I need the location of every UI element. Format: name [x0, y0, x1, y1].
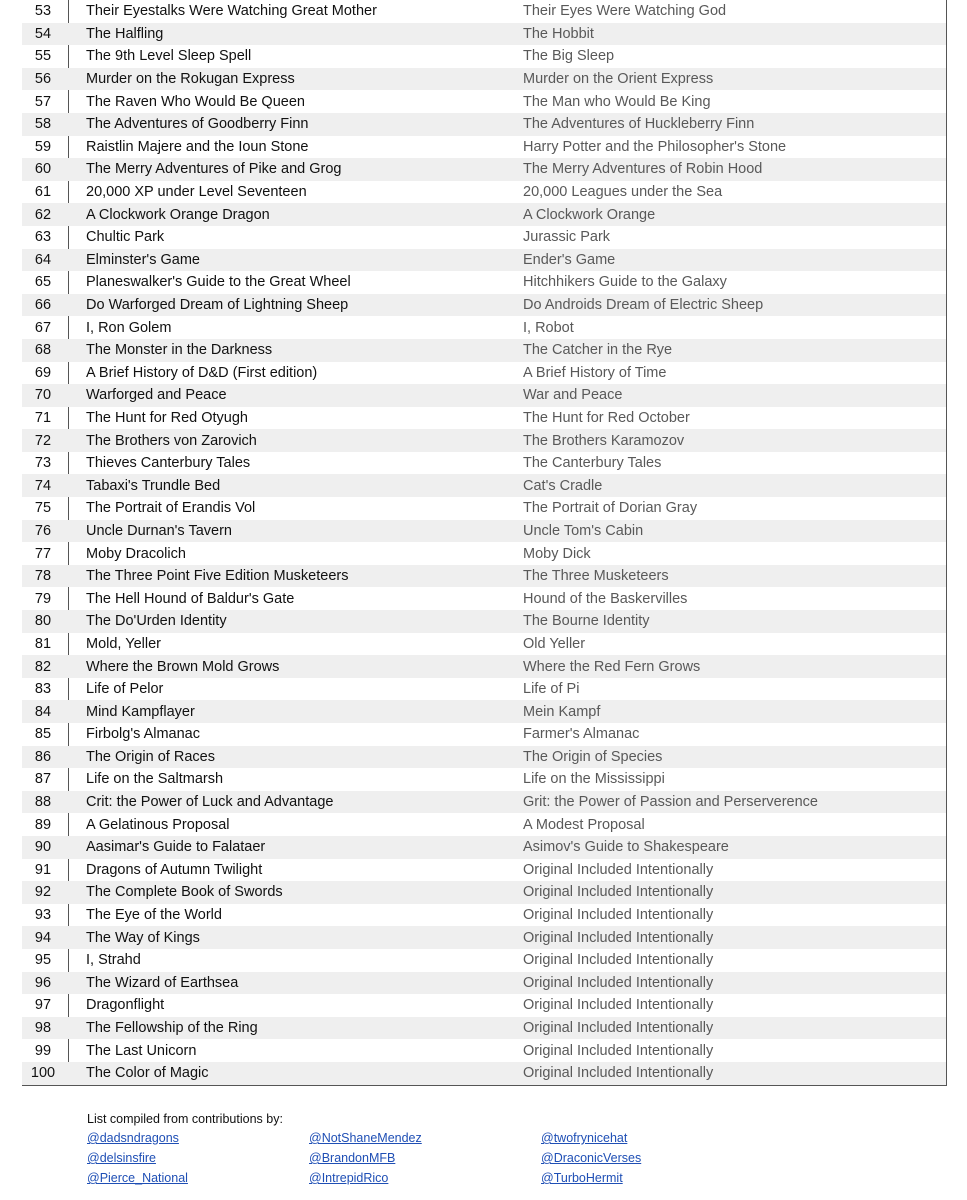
- row-number: 66: [34, 297, 52, 314]
- original-title: The Hunt for Red October: [523, 409, 690, 426]
- original-title: The Brothers Karamozov: [523, 432, 685, 449]
- original-title: Mein Kampf: [523, 703, 601, 720]
- original-title: Life of Pi: [523, 681, 580, 698]
- parody-title: The Three Point Five Edition Musketeers: [86, 568, 349, 585]
- table-row: [22, 700, 946, 723]
- original-title: Asimov's Guide to Shakespeare: [523, 839, 729, 856]
- table-row: [22, 881, 946, 904]
- table-row: [22, 859, 946, 882]
- original-title: A Clockwork Orange: [523, 206, 656, 223]
- row-number: 68: [34, 342, 52, 359]
- credits-footer: [87, 1112, 947, 1187]
- original-title: Ender's Game: [523, 251, 616, 268]
- parody-title: Elminster's Game: [86, 251, 200, 268]
- parody-title: Warforged and Peace: [86, 387, 227, 404]
- table-row: [22, 113, 946, 136]
- row-number: 63: [34, 229, 52, 246]
- row-number: 71: [34, 409, 52, 426]
- original-title: Old Yeller: [523, 635, 586, 652]
- original-title: Original Included Intentionally: [523, 861, 714, 878]
- contributors-grid: [87, 1130, 947, 1187]
- contributor-link[interactable]: @dadsndragons: [87, 1131, 179, 1145]
- contributor-link[interactable]: @IntrepidRico: [309, 1171, 389, 1185]
- row-number: 92: [34, 884, 52, 901]
- table-row: [22, 429, 946, 452]
- parody-title: The Portrait of Erandis Vol: [86, 500, 256, 517]
- parody-title: Do Warforged Dream of Lightning Sheep: [86, 297, 349, 314]
- parody-title: Firbolg's Almanac: [86, 726, 200, 743]
- parody-title: Mold, Yeller: [86, 635, 161, 652]
- parody-title: The Complete Book of Swords: [86, 884, 283, 901]
- row-number: 64: [34, 251, 52, 268]
- row-number: 88: [34, 794, 52, 811]
- parody-title: The Halfling: [86, 25, 164, 42]
- original-title: Their Eyes Were Watching God: [523, 3, 727, 20]
- table-row: [22, 813, 946, 836]
- table-row: [22, 158, 946, 181]
- row-number: 73: [34, 455, 52, 472]
- original-title: The Adventures of Huckleberry Finn: [523, 116, 755, 133]
- row-number: 84: [34, 703, 52, 720]
- original-title: Original Included Intentionally: [523, 952, 714, 969]
- original-title: Grit: the Power of Passion and Perserverence: [523, 794, 818, 811]
- original-title: Hound of the Baskervilles: [523, 590, 688, 607]
- row-number: 58: [34, 116, 52, 133]
- parody-title: Tabaxi's Trundle Bed: [86, 477, 221, 494]
- original-title: Jurassic Park: [523, 229, 611, 246]
- row-number: 76: [34, 522, 52, 539]
- parody-title: The Monster in the Darkness: [86, 342, 273, 359]
- table-row: [22, 542, 946, 565]
- original-title: Hitchhikers Guide to the Galaxy: [523, 274, 727, 291]
- parody-title: The Raven Who Would Be Queen: [86, 93, 305, 110]
- table-row: [22, 23, 946, 46]
- table-row: [22, 768, 946, 791]
- parody-title: Raistlin Majere and the Ioun Stone: [86, 138, 309, 155]
- parody-title: The Fellowship of the Ring: [86, 1020, 258, 1037]
- book-table-sheet: [22, 0, 946, 1086]
- row-number: 99: [34, 1042, 52, 1059]
- parody-title: 20,000 XP under Level Seventeen: [86, 184, 307, 201]
- original-title: Moby Dick: [523, 545, 591, 562]
- row-number: 55: [34, 48, 52, 65]
- row-number: 93: [34, 907, 52, 924]
- contributor-link[interactable]: @TurboHermit: [541, 1171, 623, 1185]
- contributor-link[interactable]: @NotShaneMendez: [309, 1131, 422, 1145]
- parody-title: A Gelatinous Proposal: [86, 816, 230, 833]
- row-number: 69: [34, 364, 52, 381]
- row-number: 59: [34, 138, 52, 155]
- table-row: [22, 271, 946, 294]
- table-row: [22, 339, 946, 362]
- original-title: The Portrait of Dorian Gray: [523, 500, 698, 517]
- original-title: The Man who Would Be King: [523, 93, 711, 110]
- parody-title: The Adventures of Goodberry Finn: [86, 116, 309, 133]
- parody-title: Thieves Canterbury Tales: [86, 455, 251, 472]
- row-number: 96: [34, 974, 52, 991]
- parody-title: Mind Kampflayer: [86, 703, 195, 720]
- row-number: 56: [34, 71, 52, 88]
- original-title: Uncle Tom's Cabin: [523, 522, 644, 539]
- table-row: [22, 1017, 946, 1040]
- table-row: [22, 45, 946, 68]
- table-row: [22, 678, 946, 701]
- parody-title: I, Strahd: [86, 952, 141, 969]
- contributor-link[interactable]: @twofrynicehat: [541, 1131, 628, 1145]
- table-row: [22, 610, 946, 633]
- row-number: 77: [34, 545, 52, 562]
- original-title: Original Included Intentionally: [523, 929, 714, 946]
- original-title: Farmer's Almanac: [523, 726, 640, 743]
- row-number: 85: [34, 726, 52, 743]
- original-title: The Canterbury Tales: [523, 455, 662, 472]
- table-row: [22, 136, 946, 159]
- contributor-link[interactable]: @delsinsfire: [87, 1151, 156, 1165]
- table-row: [22, 1062, 946, 1085]
- row-number: 67: [34, 319, 52, 336]
- original-title: Where the Red Fern Grows: [523, 658, 701, 675]
- table-row: [22, 926, 946, 949]
- parody-title: The Way of Kings: [86, 929, 200, 946]
- table-row: [22, 746, 946, 769]
- table-row: [22, 474, 946, 497]
- table-row: [22, 633, 946, 656]
- parody-title: A Brief History of D&D (First edition): [86, 364, 318, 381]
- original-title: War and Peace: [523, 387, 623, 404]
- table-row: [22, 994, 946, 1017]
- table-row: [22, 949, 946, 972]
- table-row: [22, 249, 946, 272]
- parody-title: A Clockwork Orange Dragon: [86, 206, 270, 223]
- original-title: A Modest Proposal: [523, 816, 645, 833]
- table-row: [22, 655, 946, 678]
- parody-title: Where the Brown Mold Grows: [86, 658, 280, 675]
- row-number: 90: [34, 839, 52, 856]
- original-title: Original Included Intentionally: [523, 884, 714, 901]
- row-number: 74: [34, 477, 52, 494]
- original-title: Life on the Mississippi: [523, 771, 665, 788]
- parody-title: The 9th Level Sleep Spell: [86, 48, 252, 65]
- row-number: 53: [34, 3, 52, 20]
- table-row: [22, 520, 946, 543]
- original-title: The Hobbit: [523, 25, 594, 42]
- parody-title: The Color of Magic: [86, 1065, 209, 1082]
- parody-title: Life of Pelor: [86, 681, 164, 698]
- parody-title: Murder on the Rokugan Express: [86, 71, 295, 88]
- table-row: [22, 497, 946, 520]
- table-row: [22, 836, 946, 859]
- row-number: 86: [34, 748, 52, 765]
- row-number: 95: [34, 952, 52, 969]
- parody-title: Dragons of Autumn Twilight: [86, 861, 263, 878]
- row-number: 80: [34, 613, 52, 630]
- row-number: 82: [34, 658, 52, 675]
- parody-title: Aasimar's Guide to Falataer: [86, 839, 266, 856]
- row-number: 98: [34, 1020, 52, 1037]
- table-row: [22, 1039, 946, 1062]
- parody-title: Chultic Park: [86, 229, 165, 246]
- row-number: 83: [34, 681, 52, 698]
- row-number: 75: [34, 500, 52, 517]
- table-row: [22, 294, 946, 317]
- row-number: 54: [34, 25, 52, 42]
- original-title: Original Included Intentionally: [523, 997, 714, 1014]
- table-row: [22, 565, 946, 588]
- table-row: [22, 407, 946, 430]
- table-row: [22, 587, 946, 610]
- parody-title: The Merry Adventures of Pike and Grog: [86, 161, 342, 178]
- row-number: 78: [34, 568, 52, 585]
- parody-title: The Hell Hound of Baldur's Gate: [86, 590, 295, 607]
- original-title: Harry Potter and the Philosopher's Stone: [523, 138, 787, 155]
- original-title: Original Included Intentionally: [523, 1065, 714, 1082]
- table-row: [22, 181, 946, 204]
- original-title: Original Included Intentionally: [523, 974, 714, 991]
- original-title: 20,000 Leagues under the Sea: [523, 184, 723, 201]
- original-title: The Three Musketeers: [523, 568, 669, 585]
- table-row: [22, 0, 946, 23]
- parody-title: The Do'Urden Identity: [86, 613, 227, 630]
- parody-title: Planeswalker's Guide to the Great Wheel: [86, 274, 351, 291]
- parody-title: I, Ron Golem: [86, 319, 172, 336]
- table-row: [22, 723, 946, 746]
- row-number: 81: [34, 635, 52, 652]
- table-row: [22, 972, 946, 995]
- row-number: 94: [34, 929, 52, 946]
- parody-title: The Origin of Races: [86, 748, 215, 765]
- parody-title: The Hunt for Red Otyugh: [86, 409, 248, 426]
- table-row: [22, 68, 946, 91]
- contributor-link[interactable]: @Pierce_National: [87, 1171, 188, 1185]
- table-row: [22, 791, 946, 814]
- parody-title: The Eye of the World: [86, 907, 222, 924]
- row-number: 97: [34, 997, 52, 1014]
- original-title: A Brief History of Time: [523, 364, 667, 381]
- parody-title: Crit: the Power of Luck and Advantage: [86, 794, 334, 811]
- parody-title: Dragonflight: [86, 997, 165, 1014]
- contributor-link[interactable]: @BrandonMFB: [309, 1151, 396, 1165]
- parody-title: Moby Dracolich: [86, 545, 186, 562]
- original-title: The Bourne Identity: [523, 613, 650, 630]
- parody-title: Their Eyestalks Were Watching Great Mother: [86, 3, 377, 20]
- table-row: [22, 90, 946, 113]
- row-number: 70: [34, 387, 52, 404]
- row-number: 62: [34, 206, 52, 223]
- row-number: 61: [34, 184, 52, 201]
- original-title: The Catcher in the Rye: [523, 342, 673, 359]
- original-title: Cat's Cradle: [523, 477, 603, 494]
- original-title: The Origin of Species: [523, 748, 663, 765]
- row-number: 100: [30, 1065, 56, 1082]
- table-row: [22, 452, 946, 475]
- row-number: 91: [34, 861, 52, 878]
- original-title: Murder on the Orient Express: [523, 71, 714, 88]
- row-number: 79: [34, 590, 52, 607]
- original-title: Original Included Intentionally: [523, 907, 714, 924]
- original-title: Original Included Intentionally: [523, 1020, 714, 1037]
- table-row: [22, 226, 946, 249]
- original-title: Do Androids Dream of Electric Sheep: [523, 297, 764, 314]
- parody-title: Life on the Saltmarsh: [86, 771, 224, 788]
- parody-title: The Last Unicorn: [86, 1042, 197, 1059]
- table-row: [22, 316, 946, 339]
- row-number: 87: [34, 771, 52, 788]
- original-title: I, Robot: [523, 319, 574, 336]
- book-title-table: [22, 0, 947, 1086]
- original-title: Original Included Intentionally: [523, 1042, 714, 1059]
- row-number: 57: [34, 93, 52, 110]
- row-number: 72: [34, 432, 52, 449]
- parody-title: The Brothers von Zarovich: [86, 432, 257, 449]
- row-number: 89: [34, 816, 52, 833]
- row-number: 65: [34, 274, 52, 291]
- credits-heading: List compiled from contributions by:: [87, 1112, 283, 1126]
- table-row: [22, 904, 946, 927]
- parody-title: The Wizard of Earthsea: [86, 974, 239, 991]
- table-row: [22, 384, 946, 407]
- parody-title: Uncle Durnan's Tavern: [86, 522, 232, 539]
- table-row: [22, 362, 946, 385]
- table-row: [22, 203, 946, 226]
- contributor-link[interactable]: @DraconicVerses: [541, 1151, 642, 1165]
- original-title: The Big Sleep: [523, 48, 615, 65]
- row-number: 60: [34, 161, 52, 178]
- original-title: The Merry Adventures of Robin Hood: [523, 161, 763, 178]
